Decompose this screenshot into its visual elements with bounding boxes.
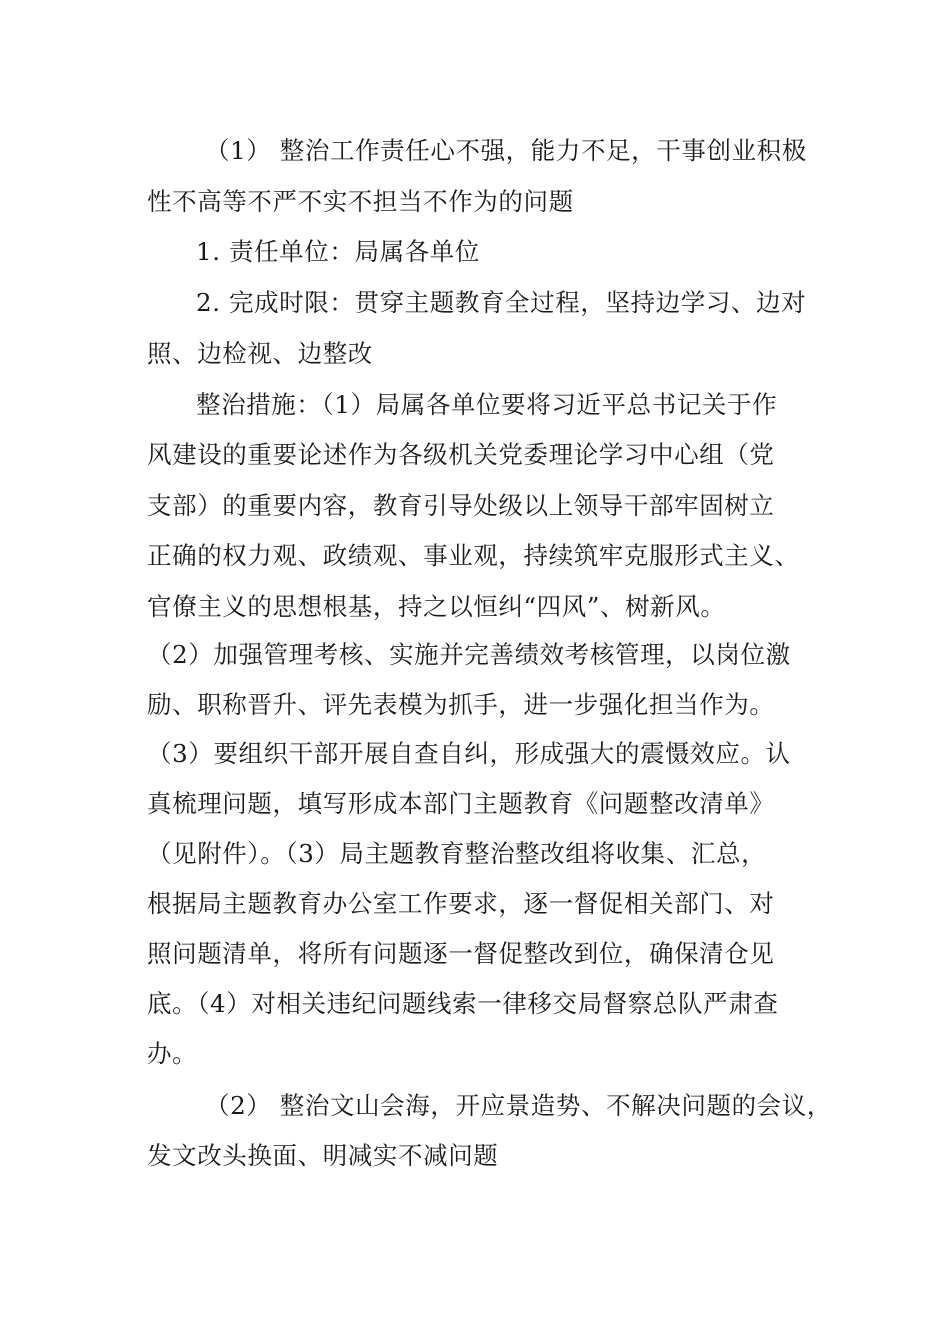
heading-item-2-line-2: 发文改头换面、明减实不减问题: [147, 1141, 499, 1170]
heading-item-1-line-2: 性不高等不严不实不担当不作为的问题: [147, 187, 574, 216]
deadline-line-2: 照、边检视、边整改: [147, 339, 373, 368]
measures-line-10: （见附件）。（3）局主题教育整治整改组将收集、汇总，: [147, 839, 767, 868]
heading-item-2-line-1: （2） 整治文山会海，开应景造势、不解决问题的会议，: [205, 1091, 832, 1120]
measures-line-8: （3）要组织干部开展自查自纠，形成强大的震慑效应。认: [147, 739, 791, 768]
measures-line-3: 支部）的重要内容，教育引导处级以上领导干部牢固树立: [147, 491, 775, 520]
measures-line-12: 照问题清单，将所有问题逐一督促整改到位，确保清仓见: [147, 939, 775, 968]
measures-line-1: 整治措施：（1）局属各单位要将习近平总书记关于作: [196, 390, 778, 419]
measures-line-7: 励、职称晋升、评先表模为抓手，进一步强化担当作为。: [147, 690, 775, 719]
measures-line-9: 真梳理问题，填写形成本部门主题教育《问题整改清单》: [147, 789, 775, 818]
responsible-unit-line: 1. 责任单位：局属各单位: [196, 237, 480, 266]
heading-item-1-line-1: （1） 整治工作责任心不强，能力不足，干事创业积极: [205, 136, 807, 165]
measures-line-13: 底。（4）对相关违纪问题线索一律移交局督察总队严肃查: [147, 989, 779, 1018]
measures-line-5: 官僚主义的思想根基，持之以恒纠“四风”、树新风。: [147, 592, 726, 621]
measures-line-4: 正确的权力观、政绩观、事业观，持续筑牢克服形式主义、: [147, 541, 800, 570]
measures-line-2: 风建设的重要论述作为各级机关党委理论学习中心组（党: [147, 440, 775, 469]
measures-line-6: （2）加强管理考核、实施并完善绩效考核管理，以岗位激: [147, 640, 791, 669]
measures-line-14: 办。: [147, 1039, 198, 1068]
measures-line-11: 根据局主题教育办公室工作要求，逐一督促相关部门、对: [147, 889, 775, 918]
deadline-line-1: 2. 完成时限：贯穿主题教育全过程，坚持边学习、边对: [196, 288, 807, 317]
